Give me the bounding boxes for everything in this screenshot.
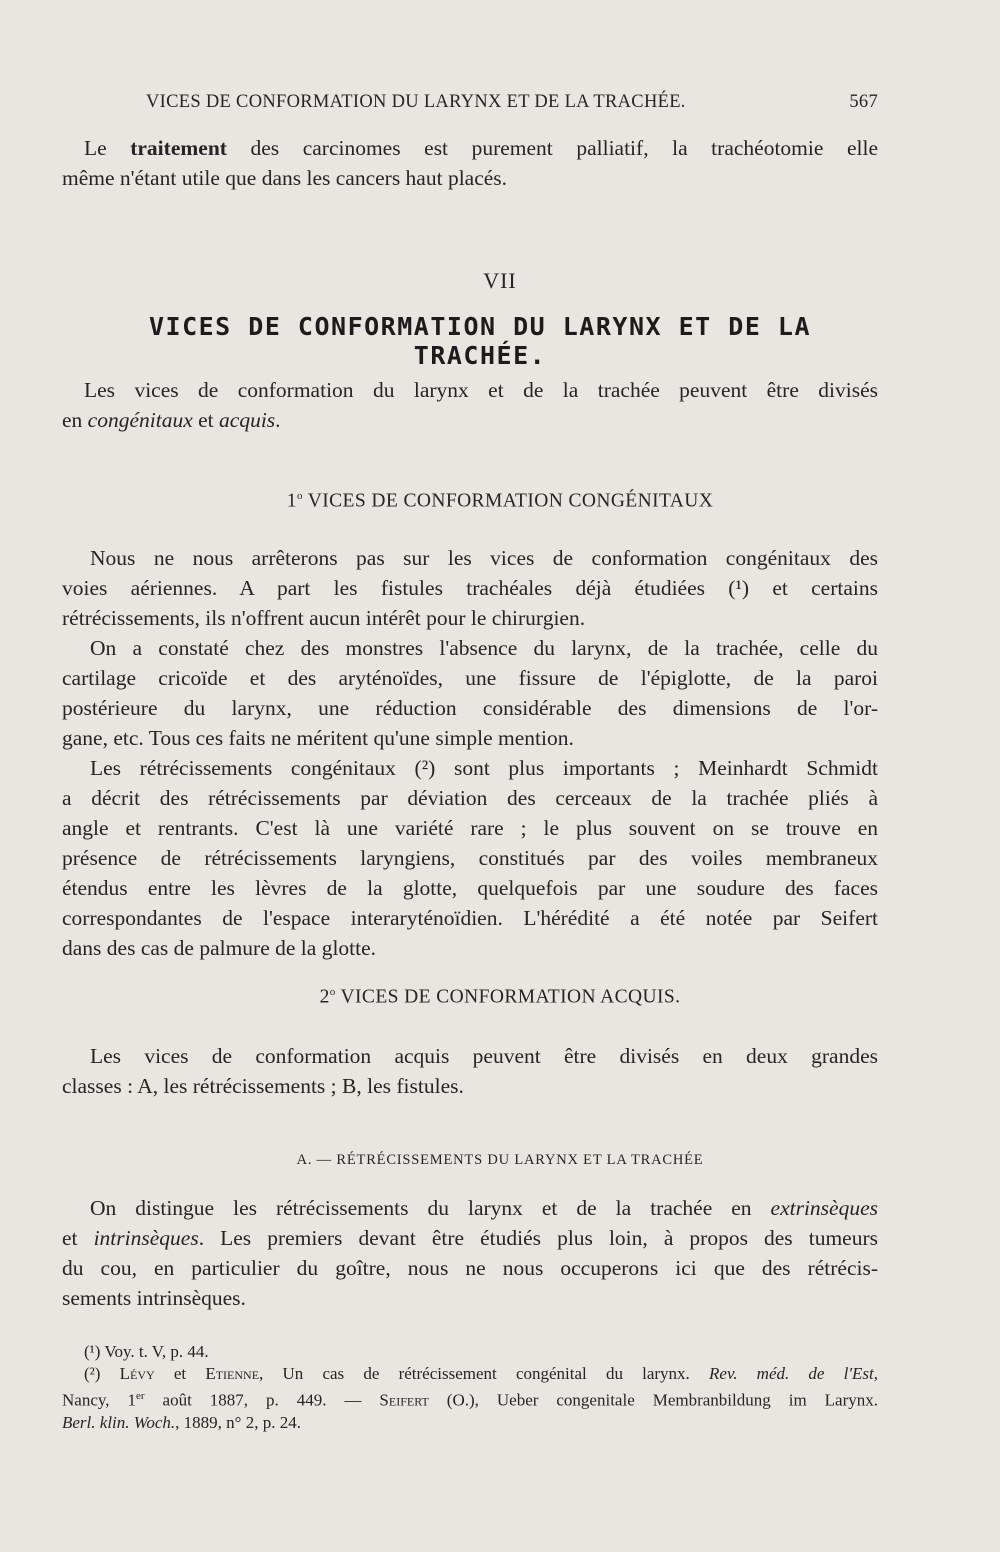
italic-term: acquis: [219, 408, 276, 432]
bold-term: traitement: [130, 136, 227, 160]
chapter-title: VICES DE CONFORMATION DU LARYNX ET DE LA TRACHÉE.: [148, 312, 812, 370]
footnotes: [62, 1341, 878, 1434]
text-line: Le traitement des carcinomes est purement palliatif, la trachéotomie elle: [84, 136, 878, 160]
section1-body: [62, 543, 878, 963]
italic-term: congénitaux: [87, 408, 193, 432]
section-heading-acquired: 2$^o$ VICES DE CONFORMATION ACQUIS.: [319, 986, 681, 1008]
page-number: 567: [849, 92, 878, 112]
footnote-2-cont: Berl. klin. Woch., 1889, n° 2, p. 24.: [62, 1412, 301, 1432]
text-line: Les vices de conformation acquis peuvent être divisés en deux grandes: [90, 1044, 878, 1068]
italic-term: extrinsèques: [770, 1196, 878, 1220]
italic-term: intrinsèques: [93, 1226, 199, 1250]
intro-paragraph: [62, 133, 878, 193]
text-line: On a constaté chez des monstres l'absence du larynx, de la trachée, celle du: [90, 636, 878, 660]
text-line: dans des cas de palmure de la glotte.: [62, 936, 377, 960]
text-line: étendus entre les lèvres de la glotte, quelquefois par une soudure des faces: [62, 876, 878, 900]
text-line: même n'étant utile que dans les cancers haut placés.: [62, 166, 508, 190]
chapter-number: VII: [483, 268, 517, 293]
text-line: cartilage cricoïde et des aryténoïdes, une fissure de l'épiglotte, de la paroi: [62, 666, 878, 690]
text-line: en congénitaux et acquis.: [62, 408, 281, 432]
text-line: classes : A, les rétrécissements ; B, les fistules.: [62, 1074, 464, 1098]
text-line: Les rétrécissements congénitaux (²) sont plus importants ; Meinhardt Schmidt: [90, 756, 878, 780]
footnote-2-cont: Nancy, 1er août 1887, p. 449. — Seifert (O.), Ueber congenitale Membranbildung im Larynx.: [62, 1390, 878, 1410]
author-name: Lévy: [119, 1364, 155, 1383]
subsection-paragraph: [62, 1193, 878, 1313]
subsection-heading: A. — RÉTRÉCISSEMENTS DU LARYNX ET LA TRACHÉE: [296, 1152, 704, 1168]
chapter-intro-paragraph: [62, 375, 878, 435]
text-line: rétrécissements, ils n'offrent aucun intérêt pour le chirurgien.: [62, 606, 586, 630]
text-line: voies aériennes. A part les fistules trachéales déjà étudiées (¹) et certains: [62, 576, 878, 600]
journal-title: Rev. méd. de l'Est: [709, 1364, 874, 1383]
text-line: et intrinsèques. Les premiers devant être étudiés plus loin, à propos des tumeurs: [62, 1226, 878, 1250]
text-line: postérieure du larynx, une réduction considérable des dimensions de l'or-: [62, 696, 878, 720]
journal-title: Berl. klin. Woch.: [62, 1412, 176, 1432]
running-title: VICES DE CONFORMATION DU LARYNX ET DE LA TRACHÉE.: [146, 92, 686, 112]
author-name: Seifert: [379, 1390, 429, 1410]
footnote-1: (¹) Voy. t. V, p. 44.: [84, 1342, 209, 1361]
text-line: du cou, en particulier du goître, nous ne nous occuperons ici que des rétrécis-: [62, 1256, 878, 1280]
author-name: Etienne: [205, 1364, 260, 1383]
section-heading-congenital: 1$^o$ VICES DE CONFORMATION CONGÉNITAUX: [286, 490, 714, 512]
text-line: a décrit des rétrécissements par déviation des cerceaux de la trachée pliés à: [62, 786, 878, 810]
text-line: présence de rétrécissements laryngiens, constitués par des voiles membraneux: [62, 846, 878, 870]
text-line: On distingue les rétrécissements du larynx et de la trachée en extrinsèques: [90, 1196, 878, 1220]
footnote-2: (²) Lévy et Etienne, Un cas de rétrécissement congénital du larynx. Rev. méd. de l'Est,: [84, 1364, 879, 1383]
section2-body: [62, 1041, 878, 1101]
text-line: correspondantes de l'espace interaryténoïdien. L'hérédité a été notée par Seifert: [62, 906, 878, 930]
text-line: Nous ne nous arrêterons pas sur les vices de conformation congénitaux des: [90, 546, 878, 570]
text-line: angle et rentrants. C'est là une variété rare ; le plus souvent on se trouve en: [62, 816, 878, 840]
text-line: Les vices de conformation du larynx et de la trachée peuvent être divisés: [84, 378, 878, 402]
text-line: sements intrinsèques.: [62, 1286, 246, 1310]
text-line: gane, etc. Tous ces faits ne méritent qu'une simple mention.: [62, 726, 574, 750]
